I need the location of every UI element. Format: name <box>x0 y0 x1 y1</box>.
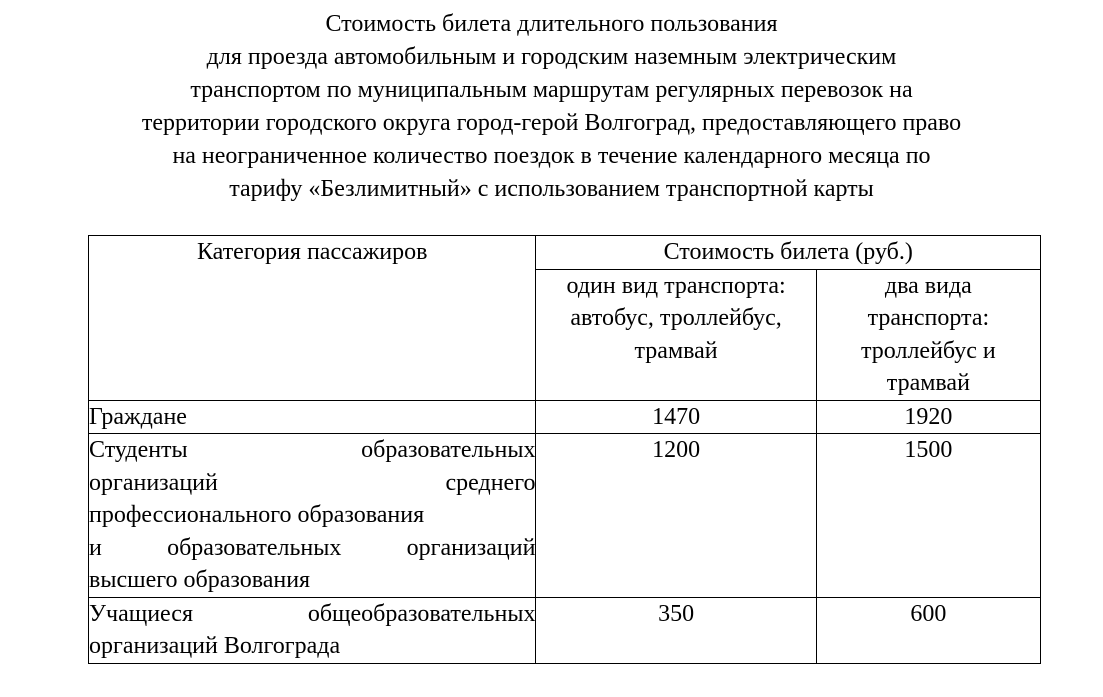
row-category <box>89 597 536 663</box>
fare-table <box>88 235 1041 664</box>
table-row <box>89 434 1041 598</box>
header-category <box>89 236 536 401</box>
header-two-types-line: два вида <box>884 272 972 299</box>
row-category <box>89 400 536 434</box>
row-price-one-type: 1470 <box>536 400 816 434</box>
row-category-line: Граждане <box>89 403 187 430</box>
header-two-types-line: транспорта: <box>867 305 990 331</box>
header-two-types <box>816 269 1040 400</box>
header-category-label: Категория пассажиров <box>196 239 428 265</box>
title-line: для проезда автомобильным и городским наземным электрическим <box>206 44 897 70</box>
table-row <box>89 400 1041 434</box>
header-two-types-line: троллейбус и <box>861 337 996 364</box>
row-category-line: и образовательных организаций <box>89 534 536 561</box>
title-line: Стоимость билета длительного пользования <box>325 11 778 37</box>
row-price-one-type: 350 <box>536 597 816 663</box>
header-one-type-line: автобус, троллейбус, <box>570 305 782 331</box>
title-line: тарифу «Безлимитный» с использованием транспортной карты <box>229 176 874 202</box>
row-category-line: высшего образования <box>89 567 311 593</box>
row-category <box>89 434 536 598</box>
row-price-one-type: 1200 <box>536 434 816 598</box>
row-price-two-types: 600 <box>816 597 1040 663</box>
row-price-two-types: 1920 <box>816 400 1040 434</box>
header-one-type-line: трамвай <box>634 337 718 364</box>
row-price-two-types: 1500 <box>816 434 1040 598</box>
table-row <box>89 597 1041 663</box>
title-line: транспортом по муниципальным маршрутам регулярных перевозок на <box>190 77 913 103</box>
row-category-line: организаций Волгограда <box>89 633 341 659</box>
document-title <box>0 8 1103 206</box>
header-one-type-line: один вид транспорта: <box>566 272 786 299</box>
header-one-type <box>536 269 816 400</box>
header-cost-label: Стоимость билета (руб.) <box>663 239 913 265</box>
title-line: территории городского округа город-герой Волгоград, предоставляющего право <box>141 110 962 136</box>
header-two-types-line: трамвай <box>886 370 970 396</box>
table-header-row <box>89 236 1041 270</box>
row-category-line: Студенты образовательных <box>89 437 536 463</box>
title-line: на неограниченное количество поездок в течение календарного месяца по <box>172 143 931 169</box>
row-category-line: организаций среднего <box>89 469 536 496</box>
row-category-line: Учащиеся общеобразовательных <box>89 600 536 627</box>
row-category-line: профессионального образования <box>89 502 425 528</box>
header-cost <box>536 236 1041 270</box>
